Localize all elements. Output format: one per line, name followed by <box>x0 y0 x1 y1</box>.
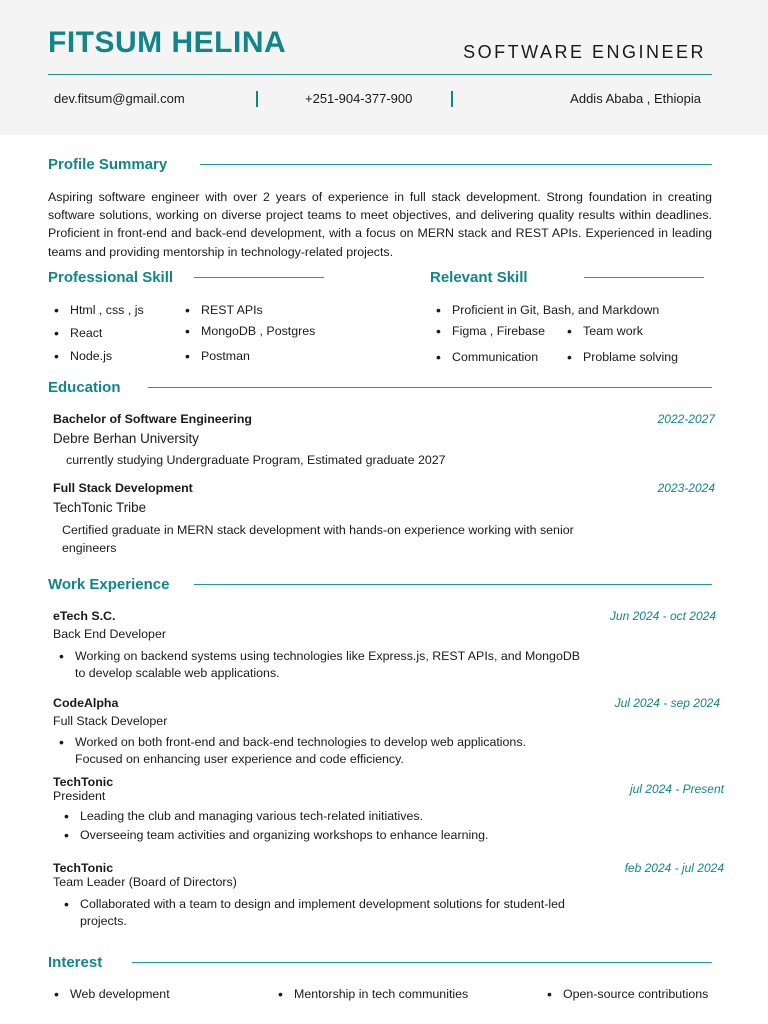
education-degree: Bachelor of Software Engineering <box>53 412 252 426</box>
interest-item: • Mentorship in tech communities <box>294 986 468 1002</box>
skill-item: • Postman <box>201 348 250 364</box>
skill-item: • MongoDB , Postgres <box>201 323 315 339</box>
education-date: 2023-2024 <box>657 481 715 495</box>
section-divider <box>194 584 712 585</box>
work-role: Back End Developer <box>53 627 166 641</box>
work-bullet: • Worked on both front-end and back-end technologies to develop web applications. <box>75 734 526 750</box>
education-description: currently studying Undergraduate Program, Estimated graduate 2027 <box>66 453 446 467</box>
skill-item: • REST APIs <box>201 302 263 318</box>
section-divider <box>200 164 712 165</box>
skill-item: • Node.js <box>70 348 112 364</box>
skill-item: • Proficient in Git, Bash, and Markdown <box>452 302 659 318</box>
work-date: Jun 2024 - oct 2024 <box>609 609 716 623</box>
work-bullet: • Collaborated with a team to design and implement development solutions for student-led <box>80 896 565 912</box>
work-bullet-continuation: to develop scalable web applications. <box>75 666 280 680</box>
work-experience-heading: Work Experience <box>48 576 170 593</box>
professional-skill-heading: Professional Skill <box>48 269 174 286</box>
work-bullet-continuation: Focused on enhancing user experience and code efficiency. <box>75 752 404 766</box>
work-role: Full Stack Developer <box>53 714 168 728</box>
skill-item: • Problame solving <box>583 349 678 365</box>
work-bullet: • Leading the club and managing various tech-related initiatives. <box>80 808 423 824</box>
interest-item: • Web development <box>70 986 170 1002</box>
contact-email: dev.fitsum@gmail.com <box>54 91 185 106</box>
section-divider <box>132 962 712 963</box>
skill-item: • Figma , Firebase <box>452 323 545 339</box>
section-divider <box>194 277 324 278</box>
work-role: Team Leader (Board of Directors) <box>53 875 237 889</box>
job-title: SOFTWARE ENGINEER <box>463 42 706 62</box>
contact-location: Addis Ababa , Ethiopia <box>570 91 701 106</box>
work-date: feb 2024 - jul 2024 <box>624 861 724 875</box>
work-date: jul 2024 - Present <box>629 782 724 796</box>
relevant-skill-heading: Relevant Skill <box>430 269 528 286</box>
education-school: TechTonic Tribe <box>53 500 147 515</box>
education-heading: Education <box>48 379 121 396</box>
section-divider <box>148 387 712 388</box>
education-description: Certified graduate in MERN stack development with hands-on experience working with senior <box>62 523 574 537</box>
candidate-name: FITSUM HELINA <box>48 26 287 59</box>
work-company: eTech S.C. <box>53 609 116 623</box>
interest-item: • Open-source contributions <box>563 986 708 1002</box>
work-company: TechTonic <box>53 775 114 789</box>
contact-phone: +251-904-377-900 <box>305 91 413 106</box>
work-bullet: • Working on backend systems using technologies like Express.js, REST APIs, and MongoDB <box>75 648 580 664</box>
resume-header <box>0 0 768 135</box>
education-date: 2022-2027 <box>657 412 715 426</box>
section-divider <box>584 277 704 278</box>
contact-separator <box>256 91 258 107</box>
interest-heading: Interest <box>48 954 103 971</box>
contact-separator <box>451 91 453 107</box>
work-bullet-continuation: projects. <box>80 914 127 928</box>
profile-summary-heading: Profile Summary <box>48 156 168 173</box>
work-bullet: • Overseeing team activities and organizing workshops to enhance learning. <box>80 827 488 843</box>
profile-summary-text: Aspiring software engineer with over 2 years of experience in full stack development. Strong foundation in creating software solutions, working on diverse project teams to meet objectives, and delivering quality results within deadlines. Proficient in front-end and back-end development, with a focus on MERN stack and REST APIs. Experienced in leading teams and providing mentorship in technology-related projects. <box>48 190 712 259</box>
work-date: Jul 2024 - sep 2024 <box>614 696 720 710</box>
skill-item: • Team work <box>583 323 643 339</box>
education-school: Debre Berhan University <box>53 431 199 446</box>
work-company: CodeAlpha <box>53 696 119 710</box>
skill-item: • Communication <box>452 349 538 365</box>
header-divider <box>48 74 712 75</box>
work-company: TechTonic <box>53 861 114 875</box>
work-role: President <box>53 789 106 803</box>
education-degree: Full Stack Development <box>53 481 193 495</box>
education-description: engineers <box>62 541 117 555</box>
skill-item: • Html , css , js <box>70 302 144 318</box>
skill-item: • React <box>70 325 102 341</box>
